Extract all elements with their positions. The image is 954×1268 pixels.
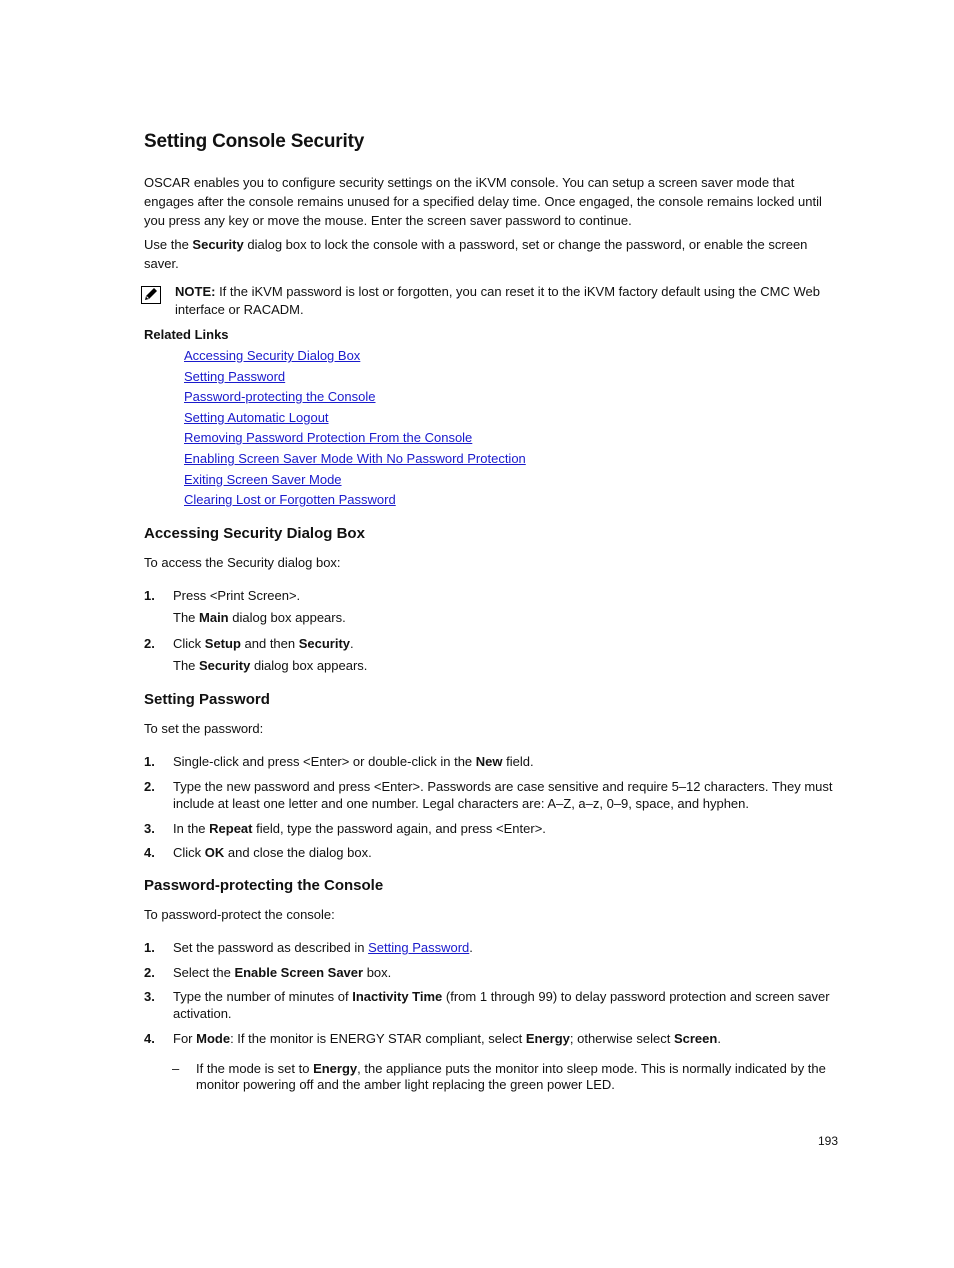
list-item: [184, 388, 526, 409]
step-text: Set the password as described in Setting Password.: [173, 940, 473, 955]
section-heading-password-protecting: Password-protecting the Console: [144, 877, 384, 894]
link-clearing-lost-password[interactable]: Clearing Lost or Forgotten Password: [184, 492, 396, 508]
link-setting-automatic-logout[interactable]: Setting Automatic Logout: [184, 409, 329, 425]
related-links-heading: Related Links: [144, 327, 229, 342]
step-text: Type the number of minutes of Inactivity Time (from 1 through 99) to delay password protection and screen saver activation.: [173, 989, 830, 1021]
link-password-protecting-console[interactable]: Password-protecting the Console: [184, 389, 376, 405]
step-number: 3.: [144, 821, 155, 836]
step-text: Click Setup and then Security.: [173, 636, 354, 651]
section-lead: To access the Security dialog box:: [144, 555, 341, 570]
list-item: [184, 450, 526, 471]
step-text: Press <Print Screen>.: [173, 588, 301, 603]
step-text: Single-click and press <Enter> or double-click in the New field.: [173, 754, 534, 769]
note-text: If the iKVM password is lost or forgotten, you can reset it to the iKVM factory default using the CMC Web interface or RACADM.: [175, 284, 820, 317]
step-text: For Mode: If the monitor is ENERGY STAR compliant, select Energy; otherwise select Screen.: [173, 1031, 721, 1046]
link-enabling-screen-saver[interactable]: Enabling Screen Saver Mode With No Password Protection: [184, 450, 526, 466]
link-removing-password-protection[interactable]: Removing Password Protection From the Console: [184, 430, 473, 446]
link-setting-password[interactable]: Setting Password: [184, 368, 286, 384]
list-item: [184, 409, 526, 430]
page-title: Setting Console Security: [144, 131, 365, 152]
intro-paragraph-2: Use the Security dialog box to lock the console with a password, set or change the password, or enable the screen saver.: [144, 237, 808, 271]
step-number: 3.: [144, 989, 155, 1004]
step-text: Select the Enable Screen Saver box.: [173, 965, 392, 980]
step-number: 2.: [144, 965, 155, 980]
step-number: 4.: [144, 1031, 155, 1046]
note-callout: [175, 283, 830, 319]
section-heading-setting-password: Setting Password: [144, 691, 270, 708]
step-text: Type the new password and press <Enter>. Passwords are case sensitive and require 5–12 characters. They must include at least one letter and one number. Legal characters are: A–Z, a–z, 0–9, space, and hyphen.: [173, 779, 833, 811]
step-result: The Main dialog box appears.: [173, 610, 346, 625]
pencil-note-icon: [141, 286, 161, 304]
link-setting-password-inline[interactable]: Setting Password: [368, 940, 470, 955]
link-exiting-screen-saver[interactable]: Exiting Screen Saver Mode: [184, 471, 342, 487]
link-accessing-security-dialog[interactable]: Accessing Security Dialog Box: [184, 348, 361, 363]
dash-bullet: –: [172, 1061, 180, 1076]
page-number: 193: [818, 1134, 839, 1148]
list-item: [184, 491, 526, 512]
step-number: 1.: [144, 588, 155, 603]
section-lead: To set the password:: [144, 721, 264, 736]
step-text: Click OK and close the dialog box.: [173, 845, 372, 860]
list-item: [184, 347, 526, 368]
related-links-list: [184, 347, 526, 512]
step-number: 2.: [144, 779, 155, 794]
step-number: 1.: [144, 940, 155, 955]
step-result: The Security dialog box appears.: [173, 658, 368, 673]
list-item: [184, 471, 526, 492]
step-text: In the Repeat field, type the password again, and press <Enter>.: [173, 821, 546, 836]
intro-paragraph: OSCAR enables you to configure security settings on the iKVM console. You can setup a screen saver mode that engages after the console remains unused for a specified delay time. Once engaged, the console remains locked until you press any key or move the mouse. Enter the screen saver password to continue.: [144, 175, 822, 228]
section-heading-accessing: Accessing Security Dialog Box: [144, 525, 365, 542]
step-number: 4.: [144, 845, 155, 860]
list-item: [184, 429, 526, 450]
step-number: 1.: [144, 754, 155, 769]
note-label: NOTE:: [175, 284, 216, 299]
list-item: [184, 368, 526, 389]
step-number: 2.: [144, 636, 155, 651]
section-lead: To password-protect the console:: [144, 907, 335, 922]
sub-list-text: If the mode is set to Energy, the appliance puts the monitor into sleep mode. This is normally indicated by the monitor powering off and the amber light replacing the green power LED.: [196, 1061, 826, 1092]
